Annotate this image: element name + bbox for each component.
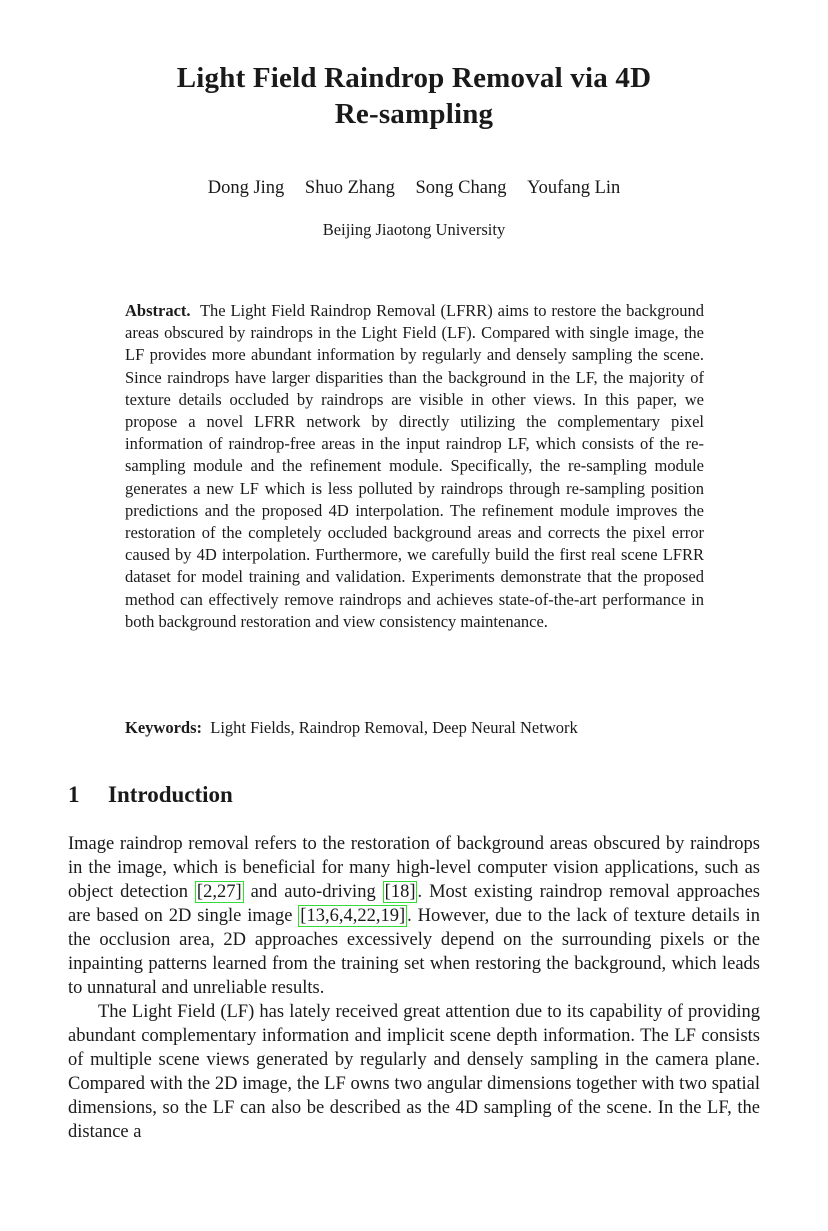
paragraph: The Light Field (LF) has lately received great attention due to its capability of providing abundant complementary information and implicit scene depth information. The LF consists of multiple scene views generated by regularly and densely sampling in the camera plane. Compared with the 2D image, the LF owns two angular dimensions together with two spatial dimensions, so the LF can also be described as the 4D sampling of the scene. In the LF, the distance a	[68, 1002, 760, 1142]
paragraph	[68, 832, 760, 1000]
abstract-label: Abstract.	[125, 301, 191, 320]
keywords-label: Keywords:	[125, 718, 202, 737]
paragraph-text: and auto-driving	[243, 882, 383, 902]
citation-link[interactable]: [18]	[384, 882, 416, 902]
paper-title	[0, 60, 828, 132]
paragraph-text: . However, due to the lack of texture details in the occlusion area, 2D approaches excessively depend on the surrounding pixels or the inpainting patterns learned from the training set when restoring the background, which leads to unnatural and unreliable results.	[68, 906, 760, 998]
author-name: Song Chang	[415, 178, 507, 198]
citation-link[interactable]: [2,27]	[196, 882, 242, 902]
paragraph-text: Image raindrop removal refers to the restoration of background areas obscured by raindrops in the image, which is beneficial for many high-level computer vision applications, such as object detection	[68, 834, 760, 902]
author-name: Dong Jing	[207, 178, 285, 198]
author-name: Shuo Zhang	[304, 178, 395, 198]
abstract-text: The Light Field Raindrop Removal (LFRR) aims to restore the background areas obscured by raindrops in the Light Field (LF). Compared with single image, the LF provides more abundant information by regularly and densely sampling the scene. Since raindrops have larger disparities than the background in the LF, the majority of texture details occluded by raindrops are visible in other views. In this paper, we propose a novel LFRR network by directly utilizing the complementary pixel information of raindrop-free areas in the input raindrop LF, which consists of the re-sampling module and the refinement module. Specifically, the re-sampling module generates a new LF which is less polluted by raindrops through re-sampling position predictions and the proposed 4D interpolation. The refinement module improves the restoration of the completely occluded background areas and corrects the pixel error caused by 4D interpolation. Furthermore, we carefully build the first real scene LFRR dataset for model training and validation. Experiments demonstrate that the proposed method can effectively remove raindrops and achieves state-of-the-art performance in both background restoration and view consistency maintenance.	[125, 301, 704, 631]
section-number: 1	[68, 782, 80, 807]
abstract	[125, 300, 704, 633]
title-line-1: Light Field Raindrop Removal via 4D	[176, 62, 652, 94]
author-name: Youfang Lin	[527, 178, 621, 198]
author-list	[0, 176, 828, 200]
paragraph-text: . Most existing raindrop removal approaches are based on 2D single image	[68, 882, 760, 926]
keywords	[125, 717, 704, 739]
title-line-2: Re-sampling	[334, 98, 494, 130]
keywords-text: Light Fields, Raindrop Removal, Deep Neural Network	[210, 718, 578, 737]
citation-link[interactable]: [13,6,4,22,19]	[300, 906, 406, 926]
section-heading	[68, 780, 768, 810]
body-text	[68, 832, 760, 1144]
affiliation: Beijing Jiaotong University	[322, 220, 506, 239]
section-title: Introduction	[108, 782, 233, 807]
